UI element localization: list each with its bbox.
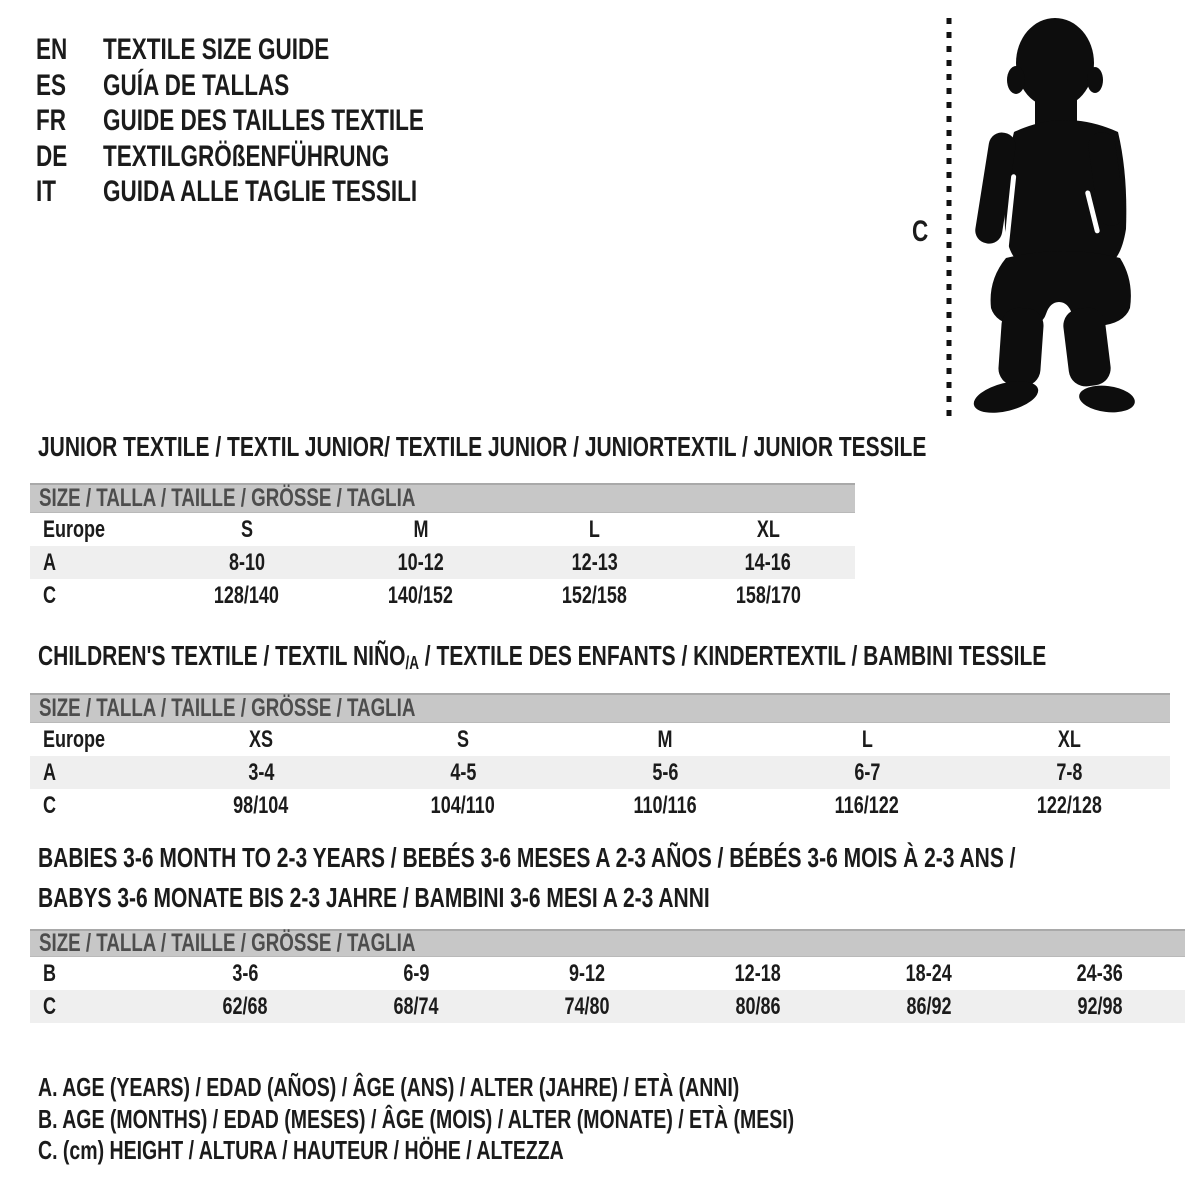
value-text: 158/170 — [735, 582, 801, 609]
value-cell — [160, 756, 362, 789]
value-text: 5-6 — [651, 759, 679, 786]
value-text: 122/128 — [1036, 792, 1102, 819]
value-text: 7-8 — [1055, 759, 1083, 786]
value-cell — [334, 546, 508, 579]
lang-title — [103, 103, 531, 139]
value-text: 3-6 — [232, 960, 259, 987]
age-years-row — [30, 546, 855, 579]
value-text: 12-18 — [734, 960, 781, 987]
value-cell — [968, 789, 1170, 822]
lang-code — [36, 174, 103, 210]
lang-code — [36, 139, 103, 175]
value-cell — [160, 957, 331, 990]
value-cell — [681, 546, 855, 579]
value-text: 86/92 — [906, 993, 952, 1020]
value-text: 110/116 — [633, 792, 697, 819]
language-header — [36, 32, 531, 210]
babies-section-title-line2 — [38, 883, 934, 913]
value-cell — [564, 789, 766, 822]
value-text: 74/80 — [564, 993, 610, 1020]
row-label-text: A — [43, 759, 57, 786]
value-text: 24-36 — [1076, 960, 1123, 987]
value-text: 152/158 — [561, 582, 627, 609]
value-text: 14-16 — [745, 549, 792, 576]
value-cell — [564, 756, 766, 789]
lang-code — [36, 68, 103, 104]
value-cell — [502, 957, 673, 990]
value-cell — [331, 990, 502, 1023]
lang-title-label: GUIDA ALLE TAGLIE TESSILI — [103, 175, 418, 208]
value-cell — [334, 579, 508, 612]
lang-code-label: IT — [36, 175, 57, 208]
table-header-text: SIZE / TALLA / TAILLE / GRÖSSE / TAGLIA — [39, 694, 416, 722]
row-label-text: C — [43, 993, 57, 1020]
value-text: 12-13 — [571, 549, 618, 576]
legend-line-c — [38, 1135, 1046, 1167]
row-label — [30, 579, 160, 612]
junior-section-title — [38, 432, 1200, 462]
lang-code-label: ES — [36, 68, 67, 102]
row-label — [30, 957, 160, 990]
lang-code — [36, 32, 103, 68]
value-cell — [160, 546, 334, 579]
lang-title-label: TEXTILGRÖßENFÜHRUNG — [103, 139, 390, 173]
value-cell — [672, 990, 843, 1023]
lang-title-label: GUIDE DES TAILLES TEXTILE — [103, 104, 424, 137]
legend — [38, 1072, 1046, 1167]
size-label: XS — [248, 726, 273, 753]
value-cell — [508, 546, 682, 579]
value-text: 92/98 — [1077, 993, 1123, 1020]
value-cell — [502, 990, 673, 1023]
baby-silhouette-icon — [962, 14, 1138, 420]
size-label: L — [588, 516, 600, 543]
value-cell — [681, 579, 855, 612]
row-label — [30, 546, 160, 579]
table-header-text: SIZE / TALLA / TAILLE / GRÖSSE / TAGLIA — [39, 484, 416, 512]
value-text: 104/110 — [430, 792, 496, 819]
size-labels-row — [30, 723, 1170, 756]
table-header-bar — [30, 929, 1185, 957]
row-label-text: A — [43, 549, 57, 576]
row-label-text: B — [43, 960, 57, 987]
lang-code-label: EN — [36, 33, 68, 66]
height-row — [30, 579, 855, 612]
size-cell — [508, 513, 682, 546]
size-cell — [160, 513, 334, 546]
value-text: 68/74 — [393, 993, 439, 1020]
value-cell — [1014, 990, 1185, 1023]
junior-size-table — [30, 483, 855, 612]
children-section-title — [38, 641, 1200, 678]
value-cell — [160, 990, 331, 1023]
row-label — [30, 723, 160, 756]
lang-row-it — [36, 174, 531, 210]
value-cell — [508, 579, 682, 612]
value-cell — [766, 789, 968, 822]
row-label-text: C — [43, 792, 57, 819]
lang-title-label: TEXTILE SIZE GUIDE — [103, 33, 330, 66]
value-text: 62/68 — [222, 993, 268, 1020]
height-row — [30, 990, 1185, 1023]
value-cell — [843, 990, 1014, 1023]
row-label-text: C — [43, 582, 57, 609]
value-cell — [843, 957, 1014, 990]
value-text: 9-12 — [569, 960, 606, 987]
row-label — [30, 756, 160, 789]
region-label: Europe — [43, 726, 106, 753]
babies-section-title-line1 — [38, 843, 1200, 873]
value-cell — [362, 756, 564, 789]
size-label: XL — [1057, 726, 1081, 753]
value-text: 4-5 — [449, 759, 477, 786]
lang-row-en — [36, 32, 531, 68]
legend-line-b — [38, 1104, 1046, 1136]
lang-code-label: DE — [36, 139, 68, 173]
size-cell — [766, 723, 968, 756]
lang-title — [103, 139, 485, 175]
babies-title-text-2: BABYS 3-6 MONATE BIS 2-3 JAHRE / BAMBINI 3-6 MESI A 2-3 ANNI — [38, 882, 710, 913]
value-cell — [160, 579, 334, 612]
size-cell — [968, 723, 1170, 756]
legend-text-c: C. (cm) HEIGHT / ALTURA / HAUTEUR / HÖHE / ALTEZZA — [38, 1135, 564, 1165]
value-text: 6-7 — [853, 759, 881, 786]
row-label — [30, 513, 160, 546]
height-row — [30, 789, 1170, 822]
legend-text-a: A. AGE (YEARS) / EDAD (AÑOS) / ÂGE (ANS) / ALTER (JAHRE) / ETÀ (ANNI) — [38, 1072, 740, 1102]
lang-title-label: GUÍA DE TALLAS — [103, 68, 290, 102]
legend-line-a — [38, 1072, 1046, 1104]
size-label: M — [657, 726, 673, 753]
value-cell — [672, 957, 843, 990]
lang-row-de — [36, 139, 531, 175]
value-text: 10-12 — [397, 549, 444, 576]
size-label: L — [861, 726, 873, 753]
value-cell — [331, 957, 502, 990]
size-cell — [681, 513, 855, 546]
lang-code — [36, 103, 103, 139]
size-cell — [564, 723, 766, 756]
height-label-text: C — [912, 215, 929, 248]
value-text: 18-24 — [905, 960, 952, 987]
lang-code-label: FR — [36, 104, 66, 137]
title-subscript: /A — [405, 653, 419, 673]
size-label: M — [413, 516, 429, 543]
value-text: 3-4 — [247, 759, 275, 786]
value-cell — [362, 789, 564, 822]
table-header-bar — [30, 483, 855, 513]
babies-title-text-1: BABIES 3-6 MONTH TO 2-3 YEARS / BEBÉS 3-6 MESES A 2-3 AÑOS / BÉBÉS 3-6 MOIS À 2-3 ANS / — [38, 842, 1016, 873]
table-header-bar — [30, 693, 1170, 723]
size-label: S — [240, 516, 253, 543]
row-label — [30, 789, 160, 822]
age-years-row — [30, 756, 1170, 789]
lang-title — [103, 68, 351, 104]
row-label — [30, 990, 160, 1023]
size-labels-row — [30, 513, 855, 546]
value-text: 8-10 — [228, 549, 265, 576]
value-text: 80/86 — [735, 993, 781, 1020]
children-section-title-text: CHILDREN'S TEXTILE / TEXTIL NIÑO/A / TEXTILE DES ENFANTS / KINDERTEXTIL / BAMBINI TESSILE — [38, 640, 1047, 673]
value-text: 128/140 — [214, 582, 280, 609]
size-cell — [160, 723, 362, 756]
lang-title — [103, 32, 405, 68]
size-cell — [362, 723, 564, 756]
lang-row-fr — [36, 103, 531, 139]
size-label: S — [456, 726, 469, 753]
size-label: XL — [756, 516, 780, 543]
lang-row-es — [36, 68, 531, 104]
junior-section-title-text: JUNIOR TEXTILE / TEXTIL JUNIOR/ TEXTILE JUNIOR / JUNIORTEXTIL / JUNIOR TESSILE — [38, 431, 927, 462]
region-label: Europe — [43, 516, 106, 543]
value-cell — [968, 756, 1170, 789]
value-text: 116/122 — [834, 792, 900, 819]
age-months-row — [30, 957, 1185, 990]
value-cell — [766, 756, 968, 789]
value-cell — [1014, 957, 1185, 990]
height-label-c — [912, 217, 934, 247]
size-cell — [334, 513, 508, 546]
legend-text-b: B. AGE (MONTHS) / EDAD (MESES) / ÂGE (MOIS) / ALTER (MONATE) / ETÀ (MESI) — [38, 1103, 795, 1134]
value-text: 98/104 — [233, 792, 289, 819]
height-dashed-line — [945, 16, 953, 418]
children-size-table — [30, 693, 1170, 822]
lang-title — [103, 174, 522, 210]
value-text: 140/152 — [388, 582, 454, 609]
table-header-text: SIZE / TALLA / TAILLE / GRÖSSE / TAGLIA — [39, 929, 416, 957]
value-text: 6-9 — [403, 960, 430, 987]
babies-size-table — [30, 929, 1185, 1023]
value-cell — [160, 789, 362, 822]
